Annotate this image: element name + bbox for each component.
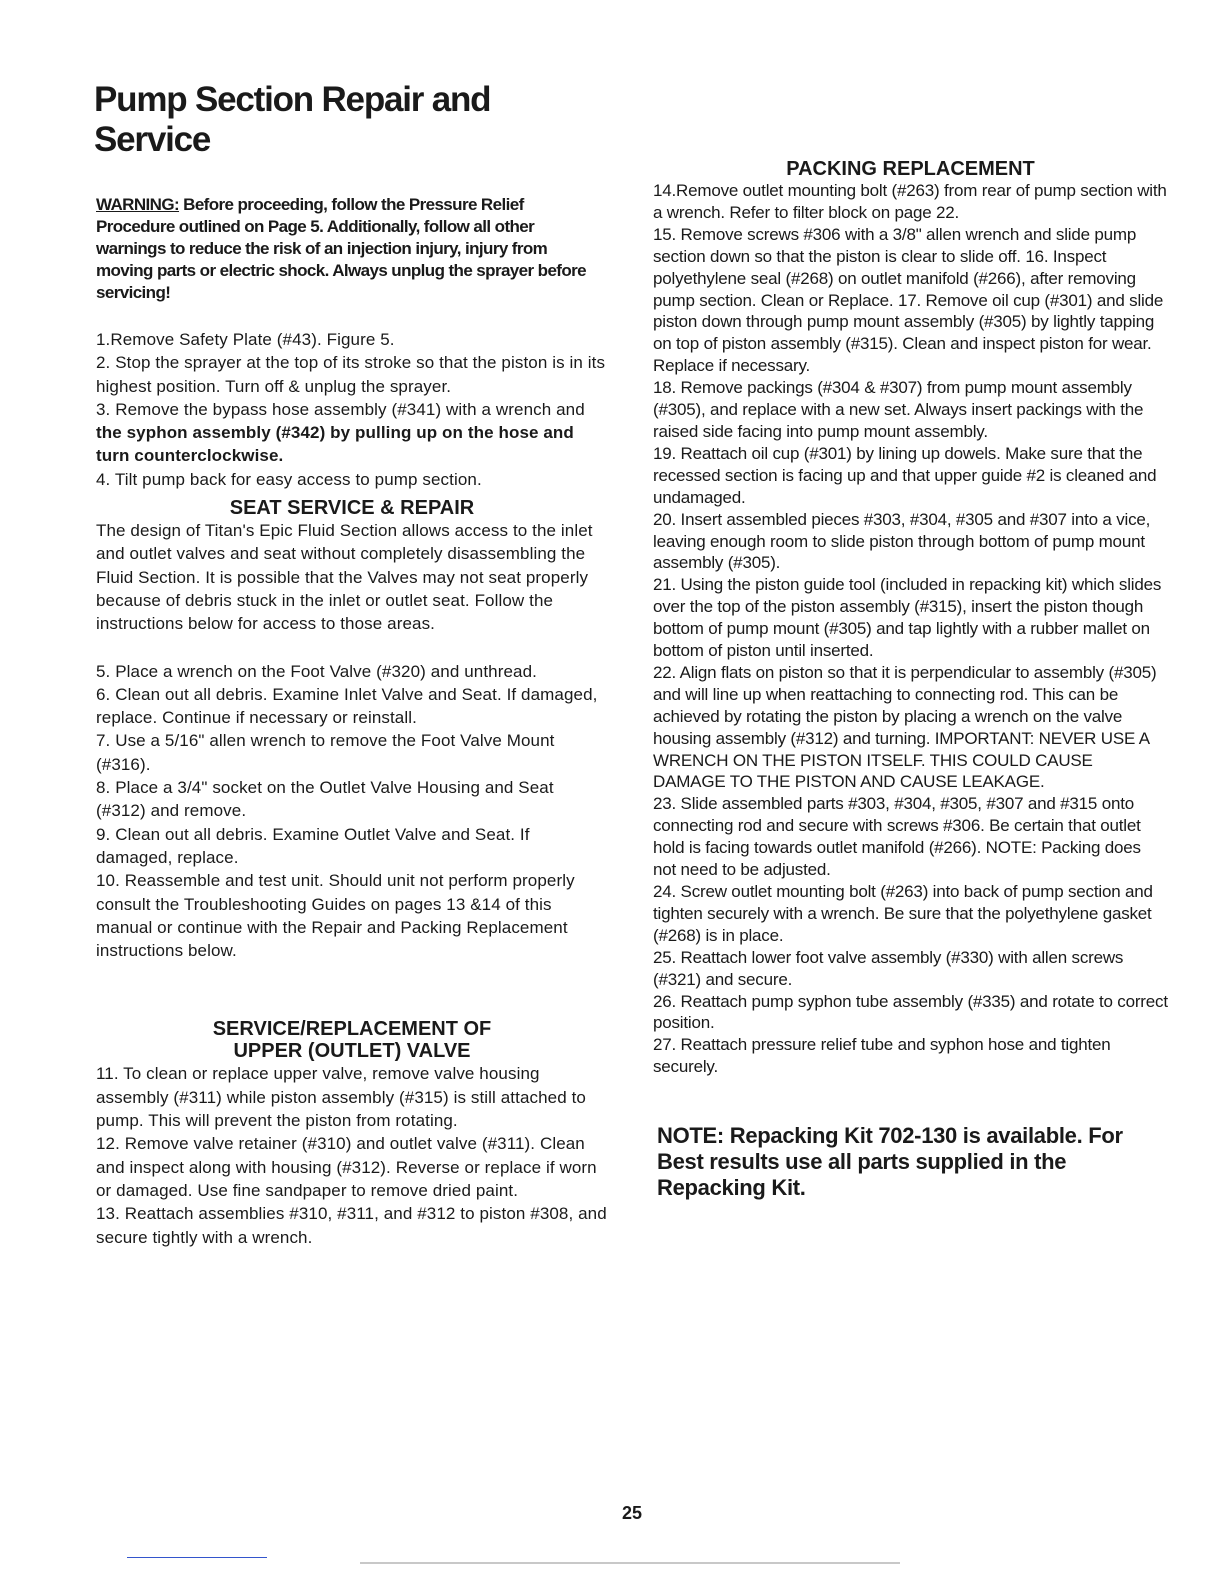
- seat-service-heading: SEAT SERVICE & REPAIR: [229, 497, 475, 520]
- step-3-text: 3. Remove the bypass hose assembly (#341) with a wrench and: [96, 399, 585, 419]
- upper-valve-heading-line-2: UPPER (OUTLET) VALVE: [233, 1040, 471, 1063]
- step-6: 6. Clean out all debris. Examine Inlet Valve and Seat. If damaged, replace. Continue if necessary or reinstall.: [96, 684, 598, 728]
- step-3: [96, 398, 608, 468]
- page-title-line-1: Pump Section Repair and: [94, 80, 491, 119]
- right-column: [653, 158, 1168, 1201]
- warning-notice: [96, 194, 586, 304]
- seat-service-intro: The design of Titan's Epic Fluid Section allows access to the inlet and outlet valves and seat without completely disassembling the Fluid Section. It is possible that the Valves may not seat properly because of debris stuck in the inlet or outlet seat. Follow the instructions below for access to those areas.: [96, 521, 593, 634]
- step-26: 26. Reattach pump syphon tube assembly (#335) and rotate to correct position.: [653, 991, 1168, 1033]
- step-22: 22. Align flats on piston so that it is perpendicular to assembly (#305) and will line up when reattaching to connecting rod. This can be achieved by rotating the piston by placing a wrench on the valve housing assembly (#312) and turning. IMPORTANT: NEVER USE A WRENCH ON THE PISTON ITSELF. THIS COULD CAUSE DAMAGE TO THE PISTON AND CAUSE LEAKAGE.: [653, 662, 1157, 792]
- step-8: 8. Place a 3/4" socket on the Outlet Valve Housing and Seat (#312) and remove.: [96, 778, 554, 821]
- warning-text: Before proceeding, follow the Pressure Relief Procedure outlined on Page 5. Additionally, follow all other warnings to reduce the risk of an injection injury, injury from moving parts or electric shock. Always unplug the sprayer before servicing!: [96, 195, 587, 302]
- step-10: 10. Reassemble and test unit. Should unit not perform properly consult the Troubleshooting Guides on pages 13 &14 of this manual or continue with the Repair and Packing Replacement instructions below.: [96, 871, 575, 961]
- step-15-17: 15. Remove screws #306 with a 3/8" allen wrench and slide pump section down so that the piston is clear to slide off. 16. Inspect polyethylene seal (#268) on outlet manifold (#266), after removing pump section. Clean or Replace. 17. Remove oil cup (#301) and slide piston down through pump mount assembly (#305) by lightly tapping on top of piston assembly (#315). Clean and inspect piston for wear. Replace if necessary.: [653, 224, 1164, 376]
- step-2: 2. Stop the sprayer at the top of its stroke so that the piston is in its highest position. Turn off & unplug the sprayer.: [96, 353, 606, 396]
- left-column: [96, 194, 608, 1249]
- step-7: 7. Use a 5/16" allen wrench to remove the Foot Valve Mount (#316).: [96, 731, 555, 774]
- step-24: 24. Screw outlet mounting bolt (#263) into back of pump section and tighten securely with a wrench. Be sure that the polyethylene gasket (#268) is in place.: [653, 882, 1153, 945]
- scan-artifact-line: [360, 1562, 900, 1564]
- step-4: 4. Tilt pump back for easy access to pump section.: [96, 469, 482, 489]
- upper-valve-heading-line-1: SERVICE/REPLACEMENT OF: [212, 1018, 492, 1041]
- step-5: 5. Place a wrench on the Foot Valve (#320) and unthread.: [96, 661, 537, 681]
- step-19: 19. Reattach oil cup (#301) by lining up dowels. Make sure that the recessed section is facing up and that upper guide #2 is cleaned and undamaged.: [653, 443, 1157, 507]
- step-25: 25. Reattach lower foot valve assembly (#330) with allen screws (#321) and secure.: [653, 947, 1124, 989]
- step-21: 21. Using the piston guide tool (included in repacking kit) which slides over the top of the piston assembly (#315), insert the piston though bottom of pump mount (#305) and tap lightly with a rubber mallet on bottom of piston until inserted.: [653, 575, 1162, 661]
- step-12: 12. Remove valve retainer (#310) and outlet valve (#311). Clean and inspect along with housing (#312). Reverse or replace if worn or damaged. Use fine sandpaper to remove dried paint.: [96, 1134, 597, 1200]
- step-1: 1.Remove Safety Plate (#43). Figure 5.: [96, 330, 395, 349]
- step-23: 23. Slide assembled parts #303, #304, #305, #307 and #315 onto connecting rod and secure with screws #306. Be certain that outlet hold is facing towards outlet manifold (#266). NOTE: Packing does not need to be adjusted.: [653, 794, 1141, 880]
- packing-replacement-heading: PACKING REPLACEMENT: [786, 158, 1035, 180]
- step-9: 9. Clean out all debris. Examine Outlet Valve and Seat. If damaged, replace.: [96, 824, 530, 867]
- step-14: 14.Remove outlet mounting bolt (#263) from rear of pump section with a wrench. Refer to filter block on page 22.: [653, 181, 1167, 222]
- step-18: 18. Remove packings (#304 & #307) from pump mount assembly (#305), and replace with a new set. Always insert packings with the raised side facing into pump mount assembly.: [653, 378, 1144, 441]
- footer-rule: [127, 1557, 267, 1558]
- step-11: 11. To clean or replace upper valve, remove valve housing assembly (#311) while piston assembly (#315) is still attached to pump. This will prevent the piston from rotating.: [96, 1064, 586, 1131]
- page-title: [94, 80, 490, 160]
- warning-label: WARNING:: [96, 195, 180, 214]
- step-13: 13. Reattach assemblies #310, #311, and #312 to piston #308, and secure tightly with a wrench.: [96, 1204, 607, 1247]
- paragraph-gap: [96, 636, 608, 660]
- step-27: 27. Reattach pressure relief tube and syphon hose and tighten securely.: [653, 1035, 1111, 1077]
- page-title-line-2: Service: [94, 120, 211, 159]
- step-3-bold-text: the syphon assembly (#342) by pulling up on the hose and turn counterclockwise.: [96, 423, 574, 466]
- page-number: 25: [621, 1503, 643, 1523]
- step-20: 20. Insert assembled pieces #303, #304, #305 and #307 into a vice, leaving enough room to slide piston through bottom of pump mount assembly (#305).: [653, 509, 1151, 573]
- repacking-kit-note: NOTE: Repacking Kit 702-130 is available. For Best results use all parts supplied in the Repacking Kit.: [657, 1123, 1123, 1201]
- upper-valve-heading: [96, 1018, 608, 1062]
